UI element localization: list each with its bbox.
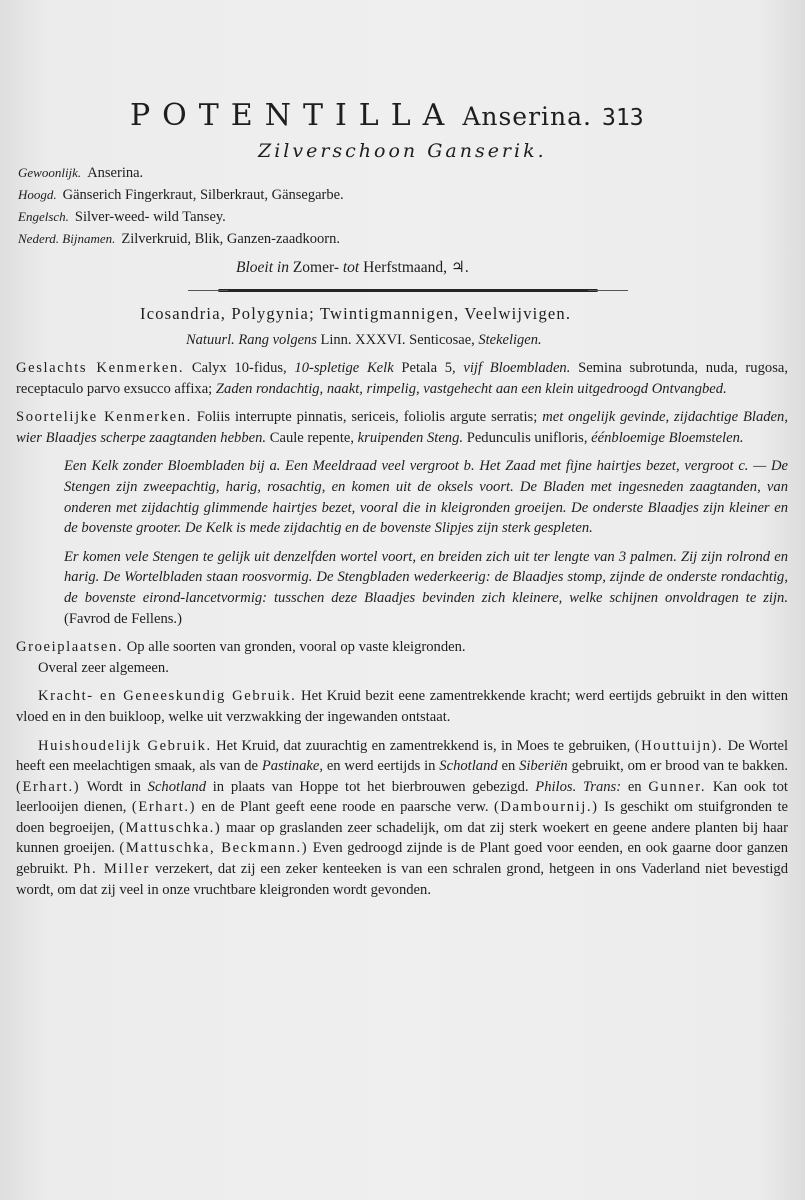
household-use: Huishoudelijk Gebruik. Het Kruid, dat zuurachtig en zamentrekkend is, in Moes te gebruiken, (Houttuijn). De Wortel heeft een meelachtigen smaak, als van de Pastinake, en werd eertijds in Schotland en Siberiën gebruikt, om er brood van te bakken. (Erhart.) Wordt in Schotland in plaats van Hoppe tot het bierbrouwen gebezigd. Philos. Trans: en Gunner. Kan ook tot leerlooijen dienen, (Erhart.) en de Plant geeft eene roode en paarsche verw. (Dambournij.) Is geschikt om stuifgronden te doen begroeijen, (Mattuschka.) maar op graslanden zeer schadelijk, om dat zij sterk woekert en geene andere planten bij haar kunnen groeijen. (Mattuschka, Beckmann.) Even gedroogd zijnde is de Plant goed voor eenden, en ook gaarne door ganzen gebruikt. Ph. Miller verzekert, dat zij een zeker kenteeken is van een schralen grond, hetgeen in ons Vaderland niet bevestigd wordt, om dat zij veel in onze vruchtbare kleigronden wordt gevonden. [16, 737, 789, 898]
dutch-name: Zilverschoon Ganserik. [258, 140, 547, 162]
plate-description: Een Kelk zonder Bloembladen bij a. Een Meeldraad veel vergroot b. Het Zaad met fijne hairtjes bezet, vergroot c. — De Stengen zijn zweepachtig, harig, rosachtig, en komen uit de oksels voort. De Bladen met ingesneden zaagtanden, van onderen met zijdachtig glimmende hairtjes bezet, vooral die in kleigronden groeijen. De onderste Blaadjes zijn kleiner en de bovenste grooter. De Kelk is mede zijdachtig en de bovenste Slipjes zijn sterk gespleten. [64, 458, 788, 537]
habitat: Groeiplaatsen. Op alle soorten van gronden, vooral op vaste kleigronden. [16, 639, 466, 656]
medicinal-use: Kracht- en Geneeskundig Gebruik. Het Kruid bezit eene zamentrekkende kracht; werd eertijds gebruikt in den witten vloed en in den buikloop, welke uit verzwakking der ingewanden ontstaat. [16, 688, 788, 725]
common-name-row: Hoogd. Gänserich Fingerkraut, Silberkraut, Gänsegarbe. [18, 187, 344, 203]
habitat-note: Overal zeer algemeen. [38, 659, 169, 676]
common-name-row: Gewoonlijk. Anserina. [18, 165, 144, 181]
flowering-period: Bloeit in Zomer- tot Herfstmaand, ♃. [236, 259, 469, 276]
species-name: Anserina. [462, 102, 592, 131]
species-characters: Soortelijke Kenmerken. Foliis interrupte pinnatis, sericeis, foliolis argute serratis; met ongelijk gevinde, zijdachtige Bladen, wier Blaadjes scherpe zaagtanden hebben. Caule repente, kruipenden Steng. Pedunculis unifloris, éénbloemige Bloemstelen. [16, 409, 788, 446]
natural-order: Natuurl. Rang volgens Linn. XXXVI. Senticosae, Stekeligen. [186, 332, 542, 348]
perennial-symbol: ♃. [450, 259, 469, 276]
body-text [16, 358, 788, 900]
genus-characters: Geslachts Kenmerken. Calyx 10-fidus, 10-spletige Kelk Petala 5, vijf Bloembladen. Semina subrotunda, nuda, rugosa, receptaculo parvo exsucco affixa; Zaden rondachtig, naakt, rimpelig, vastgehecht aan een klein uitgedroogd Ontvangbed. [16, 360, 788, 397]
author-citation: (Favrod de Fellens.) [64, 610, 182, 627]
plant-description: Er komen vele Stengen te gelijk uit denzelfden wortel voort, en breiden zich uit ter lengte van 3 palmen. Zij zijn rolrond en harig. De Wortelbladen staan roosvormig. De Stengbladen wederkeerig: de Blaadjes stomp, zijnde de onderste rondachtig, de bovenste eirond-lancetvormig: tusschen deze Blaadjes bevinden zich kleinere, welke schijnen onvoldragen te zijn. (Favrod de Fellens.) [64, 548, 788, 627]
plate-number: 313 [602, 105, 644, 131]
genus-name: POTENTILLA [130, 98, 457, 133]
linnaean-class: Icosandria, Polygynia; Twintigmannigen, Veelwijvigen. [140, 304, 572, 323]
page-title [130, 98, 790, 133]
common-name-row: Nederd. Bijnamen. Zilverkruid, Blik, Ganzen-zaadkoorn. [18, 231, 341, 247]
divider-rule [218, 289, 598, 292]
common-name-row: Engelsch. Silver-weed- wild Tansey. [18, 209, 226, 225]
common-names [18, 162, 778, 250]
